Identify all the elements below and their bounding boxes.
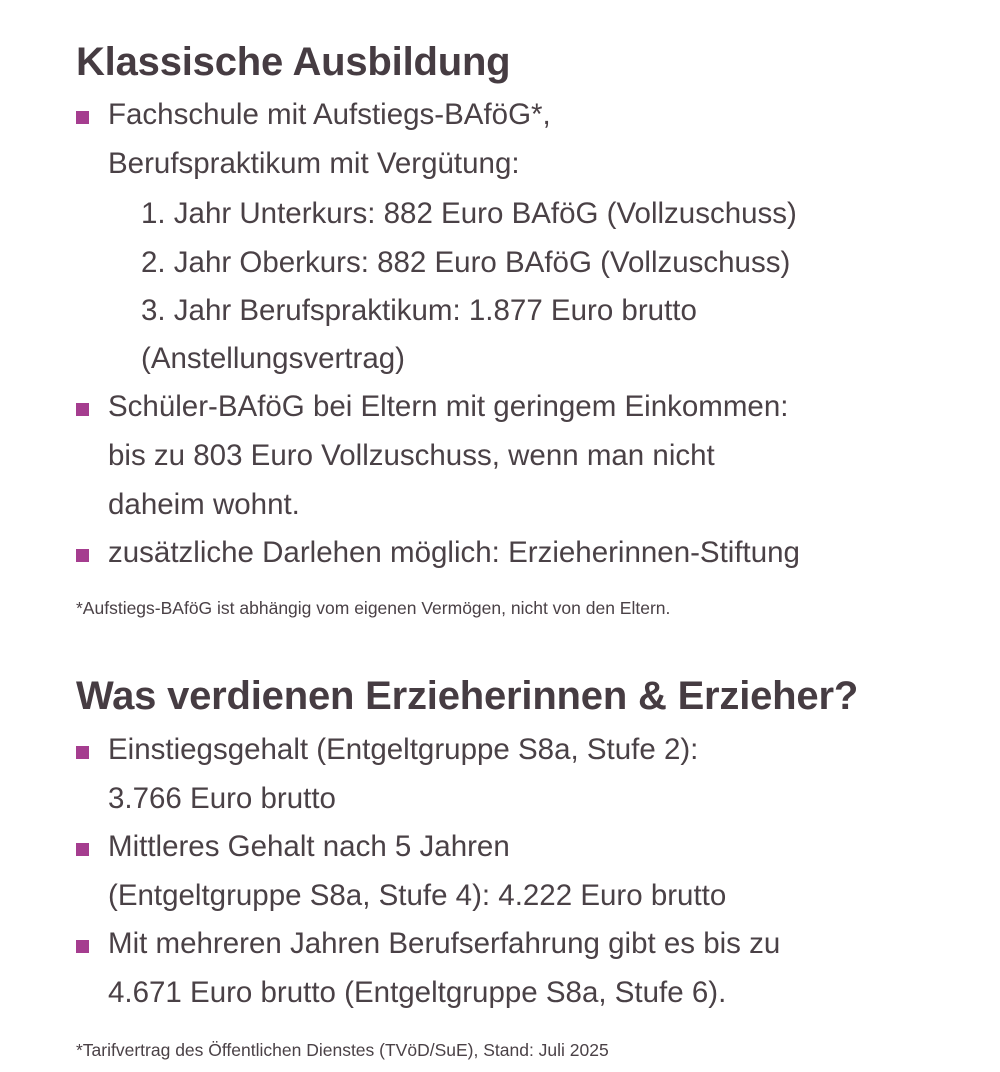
footnote-tarifvertrag: *Tarifvertrag des Öffentlichen Dienstes (TVöD/SuE), Stand: Juli 2025 — [76, 1040, 609, 1060]
sub-item-text: 3. Jahr Berufspraktikum: 1.877 Euro brutto — [141, 294, 697, 327]
list-item-text: 4.671 Euro brutto (Entgeltgruppe S8a, Stufe 6). — [108, 976, 727, 1009]
list-item-text: Mit mehreren Jahren Berufserfahrung gibt es bis zu — [108, 927, 781, 960]
bullet-marker — [76, 111, 89, 124]
list-item-text: daheim wohnt. — [108, 488, 300, 521]
section-title-verdienst: Was verdienen Erzieherinnen & Erzieher? — [76, 674, 859, 718]
sub-item-text: (Anstellungsvertrag) — [141, 342, 405, 375]
list-item-text: bis zu 803 Euro Vollzuschuss, wenn man nicht — [108, 439, 715, 472]
sub-item-text: 1. Jahr Unterkurs: 882 Euro BAföG (Vollzuschuss) — [141, 197, 797, 230]
bullet-marker — [76, 746, 89, 759]
list-item-text: Mittleres Gehalt nach 5 Jahren — [108, 830, 510, 863]
list-item-text: Schüler-BAföG bei Eltern mit geringem Einkommen: — [108, 390, 789, 423]
bullet-marker — [76, 549, 89, 562]
list-item-text: (Entgeltgruppe S8a, Stufe 4): 4.222 Euro brutto — [108, 879, 727, 912]
bullet-marker — [76, 940, 89, 953]
section-title-ausbildung: Klassische Ausbildung — [76, 40, 511, 84]
list-item-text: Einstiegsgehalt (Entgeltgruppe S8a, Stufe 2): — [108, 733, 699, 766]
sub-item-text: 2. Jahr Oberkurs: 882 Euro BAföG (Vollzuschuss) — [141, 246, 791, 279]
list-item-text: Berufspraktikum mit Vergütung: — [108, 147, 520, 180]
footnote-aufstiegs-bafoeg: *Aufstiegs-BAföG ist abhängig vom eigenen Vermögen, nicht von den Eltern. — [76, 598, 671, 618]
list-item-text: Fachschule mit Aufstiegs-BAföG*, — [108, 98, 551, 131]
bullet-marker — [76, 843, 89, 856]
list-item-text: 3.766 Euro brutto — [108, 782, 336, 815]
bullet-marker — [76, 403, 89, 416]
list-item-text: zusätzliche Darlehen möglich: Erzieherinnen-Stiftung — [108, 536, 800, 569]
